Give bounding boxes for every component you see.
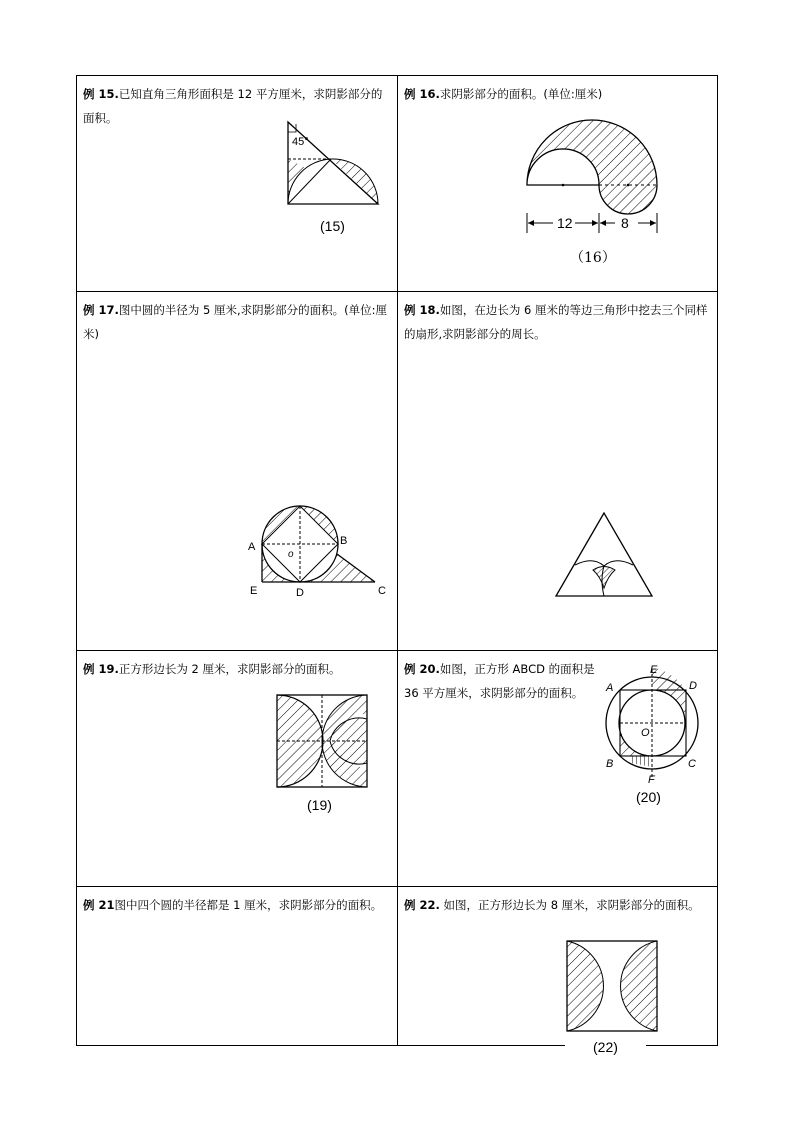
problem-label: 例 20. <box>404 662 440 676</box>
point-b-label: B <box>606 758 614 770</box>
point-e-label: E <box>650 664 658 676</box>
problem-statement: 图中圆的半径为 5 厘米,求阴影部分的面积。(单位:厘米) <box>83 303 388 341</box>
problem-18-cell <box>397 291 718 651</box>
problem-18-text <box>404 298 711 346</box>
problem-22-cell <box>397 886 718 1055</box>
problem-label: 例 21 <box>83 898 115 912</box>
figure-18 <box>553 510 655 602</box>
problem-22-text <box>404 893 711 917</box>
problem-15-cell <box>76 75 398 292</box>
problem-table <box>76 75 718 1055</box>
problem-17-text <box>83 298 391 346</box>
center-o-label: O <box>641 727 650 739</box>
problem-label: 例 22. <box>404 898 440 912</box>
problem-20-text <box>404 657 607 705</box>
figure-16 <box>523 121 663 241</box>
dimension-12: 12 <box>557 215 573 231</box>
figure-22 <box>565 939 659 1033</box>
figure-caption: (20) <box>636 789 661 805</box>
figure-19 <box>275 693 369 789</box>
problem-19-text <box>83 657 391 681</box>
problem-21-text <box>83 893 391 917</box>
figure-caption: (22) <box>565 1039 646 1055</box>
problem-label: 例 16. <box>404 87 440 101</box>
problem-statement: 图中四个圆的半径都是 1 厘米，求阴影部分的面积。 <box>114 898 383 912</box>
point-b-label: B <box>340 535 348 547</box>
point-a-label: A <box>606 682 614 694</box>
point-f-label: F <box>648 774 655 786</box>
center-o-label: o <box>288 549 294 560</box>
point-c-label: C <box>378 585 386 597</box>
point-a-label: A <box>248 541 256 553</box>
point-c-label: C <box>688 758 696 770</box>
problem-17-cell <box>76 291 398 651</box>
problem-19-cell <box>76 650 398 887</box>
point-e-label: E <box>250 585 258 597</box>
problem-label: 例 17. <box>83 303 119 317</box>
dimension-8: 8 <box>621 215 629 231</box>
problem-statement: 如图，正方形边长为 8 厘米，求阴影部分的面积。 <box>439 898 700 912</box>
figure-caption: （16） <box>570 250 616 266</box>
problem-statement: 正方形边长为 2 厘米，求阴影部分的面积。 <box>118 662 341 676</box>
problem-statement: 已知直角三角形面积是 12 平方厘米，求阴影部分的面积。 <box>83 87 383 125</box>
problem-label: 例 18. <box>404 303 440 317</box>
problem-21-cell <box>76 886 398 1046</box>
problem-20-cell <box>397 650 718 887</box>
problem-label: 例 15. <box>83 87 119 101</box>
problem-statement: 如图，在边长为 6 厘米的等边三角形中挖去三个同样的扇形,求阴影部分的周长。 <box>404 303 708 341</box>
point-d-label: D <box>296 587 304 599</box>
figure-caption: (15) <box>320 218 345 234</box>
angle-label: 45° <box>292 136 309 148</box>
point-d-label: D <box>689 680 697 692</box>
figure-17 <box>242 502 392 622</box>
problem-statement: 如图，正方形 ABCD 的面积是 36 平方厘米，求阴影部分的面积。 <box>404 662 595 700</box>
figure-15 <box>282 119 382 209</box>
problem-label: 例 19. <box>83 662 119 676</box>
problem-statement: 求阴影部分的面积。(单位:厘米) <box>439 87 603 101</box>
figure-caption: (19) <box>307 797 332 813</box>
problem-16-text <box>404 82 711 106</box>
problem-16-cell <box>397 75 718 292</box>
figure-20 <box>604 663 714 786</box>
